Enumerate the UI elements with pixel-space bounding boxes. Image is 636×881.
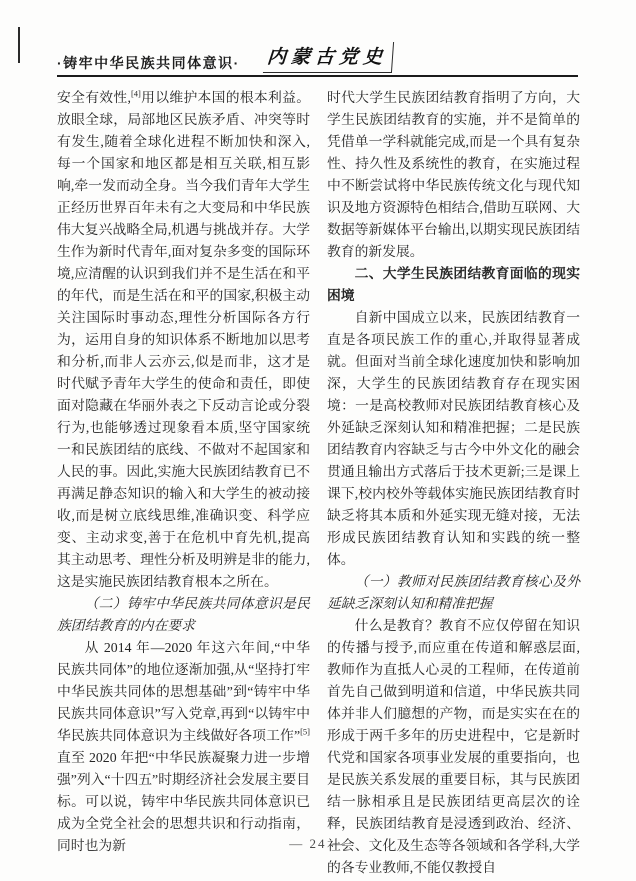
journal-masthead-calligraphy: 内蒙古党史 — [263, 42, 394, 73]
subheading-one: （一）教师对民族团结教育核心及外延缺乏深刻认知和精准把握 — [327, 574, 580, 611]
citation-marker-4: [4] — [130, 88, 141, 99]
paragraph-text: 直至 2020 年把“中华民族凝聚力进一步增强”列入“十四五”时期经济社会发展主要目标。可以说，铸牢中华民族共同体意识已成为全党全社会的思想共识和行动指南，同时也为新 — [57, 750, 310, 853]
subheading-two: （二）铸牢中华民族共同体意识是民族团结教育的内在要求 — [57, 596, 310, 633]
paragraph-text: 从 2014 年—2020 年这六年间,“中华民族共同体”的地位逐渐加强,从“坚持打牢中华民族共同体的思想基础”到“铸牢中华民族共同体意识”写入党章,再到“以铸牢中华民族共同体意识为主线做好各项工作” — [57, 640, 310, 743]
article-body — [57, 87, 580, 879]
paragraph — [57, 637, 310, 857]
page-footer — [0, 835, 636, 853]
paragraph: 什么是教育？教育不应仅停留在知识的传播与授予,而应重在传道和解惑层面,教师作为直抵人心灵的工程师，在传道前首先自己做到明道和信道，中华民族共同体并非人们臆想的产物，而是实实在在的形成于两千多年的历史进程中，它是新时代党和国家各项事业发展的重要指向，也是民族关系发展的重要目标，其与民族团结一脉相承且是民族团结更高层次的诠释，民族团结教育是浸透到政治、经济、社会、文化及生态等各领域和各学科,大学的各专业教师,不能仅教授自 — [327, 618, 580, 875]
header-rule — [57, 75, 578, 77]
running-title: ·铸牢中华民族共同体意识· — [57, 55, 240, 71]
paragraph-continuation — [57, 87, 310, 593]
paragraph: 自新中国成立以来，民族团结教育一直是各项民族工作的重心,并取得显著成就。但面对当前全球化速度加快和影响加深，大学生的民族团结教育存在现实困境：一是高校教师对民族团结教育核心及外延缺乏深刻认知和精准把握；二是民族团结教育内容缺乏与古今中外文化的融会贯通且输出方式落后于技术更新;三是课上课下,校内校外等载体实施民族团结教育时缺乏将其本质和外延实现无缝对接，无法形成民族团结教育认知和实践的统一整体。 — [327, 310, 580, 567]
right-column — [327, 87, 580, 879]
paragraph-text: 安全有效性, — [57, 90, 131, 105]
citation-marker-5: [5] — [300, 726, 310, 737]
paragraph-continuation: 时代大学生民族团结教育指明了方向，大学生民族团结教育的实施，并不是简单的凭借单一学科就能完成,而是一个具有复杂性、持久性及系统性的教育，在实施过程中不断尝试将中华民族传统文化与现代知识及地方资源特色相结合,借助互联网、大数据等新媒体平台输出,以期实现民族团结教育的新发展。 — [327, 90, 580, 259]
scan-artifact-line — [18, 27, 20, 63]
page-number: — 24 — — [289, 836, 347, 851]
page-header — [57, 42, 578, 73]
left-column — [57, 87, 310, 879]
paragraph-text: 用以维护本国的根本利益。放眼全球，局部地区民族矛盾、冲突等时有发生,随着全球化进程不断加快和深入,每一个国家和地区都是相互关联,相互影响,牵一发而动全身。当今我们青年大学生正经历世界百年未有之大变局和中华民族伟大复兴战略全局,机遇与挑战并存。大学生作为新时代青年,面对复杂多变的国际环境,应清醒的认识到我们并不是生活在和平的年代，而是生活在和平的国家,积极主动关注国际时事动态,理性分析国际各方行为，运用自身的知识体系不断地加以思考和分析,而非人云亦云,似是而非，这才是时代赋予青年大学生的使命和责任，即使面对隐藏在华丽外表之下反动言论或分裂行为,也能够透过现象看本质,坚守国家统一和民族团结的底线、不做对不起国家和人民的事。因此,实施大民族团结教育已不再满足静态知识的输入和大学生的被动接收,而是树立底线思维,准确识变、科学应变、主动求变,善于在危机中育先机,提高其主动思考、理性分析及明辨是非的能力,这是实施民族团结教育根本之所在。 — [57, 90, 311, 589]
section-heading-two: 二、大学生民族团结教育面临的现实困境 — [327, 266, 580, 303]
